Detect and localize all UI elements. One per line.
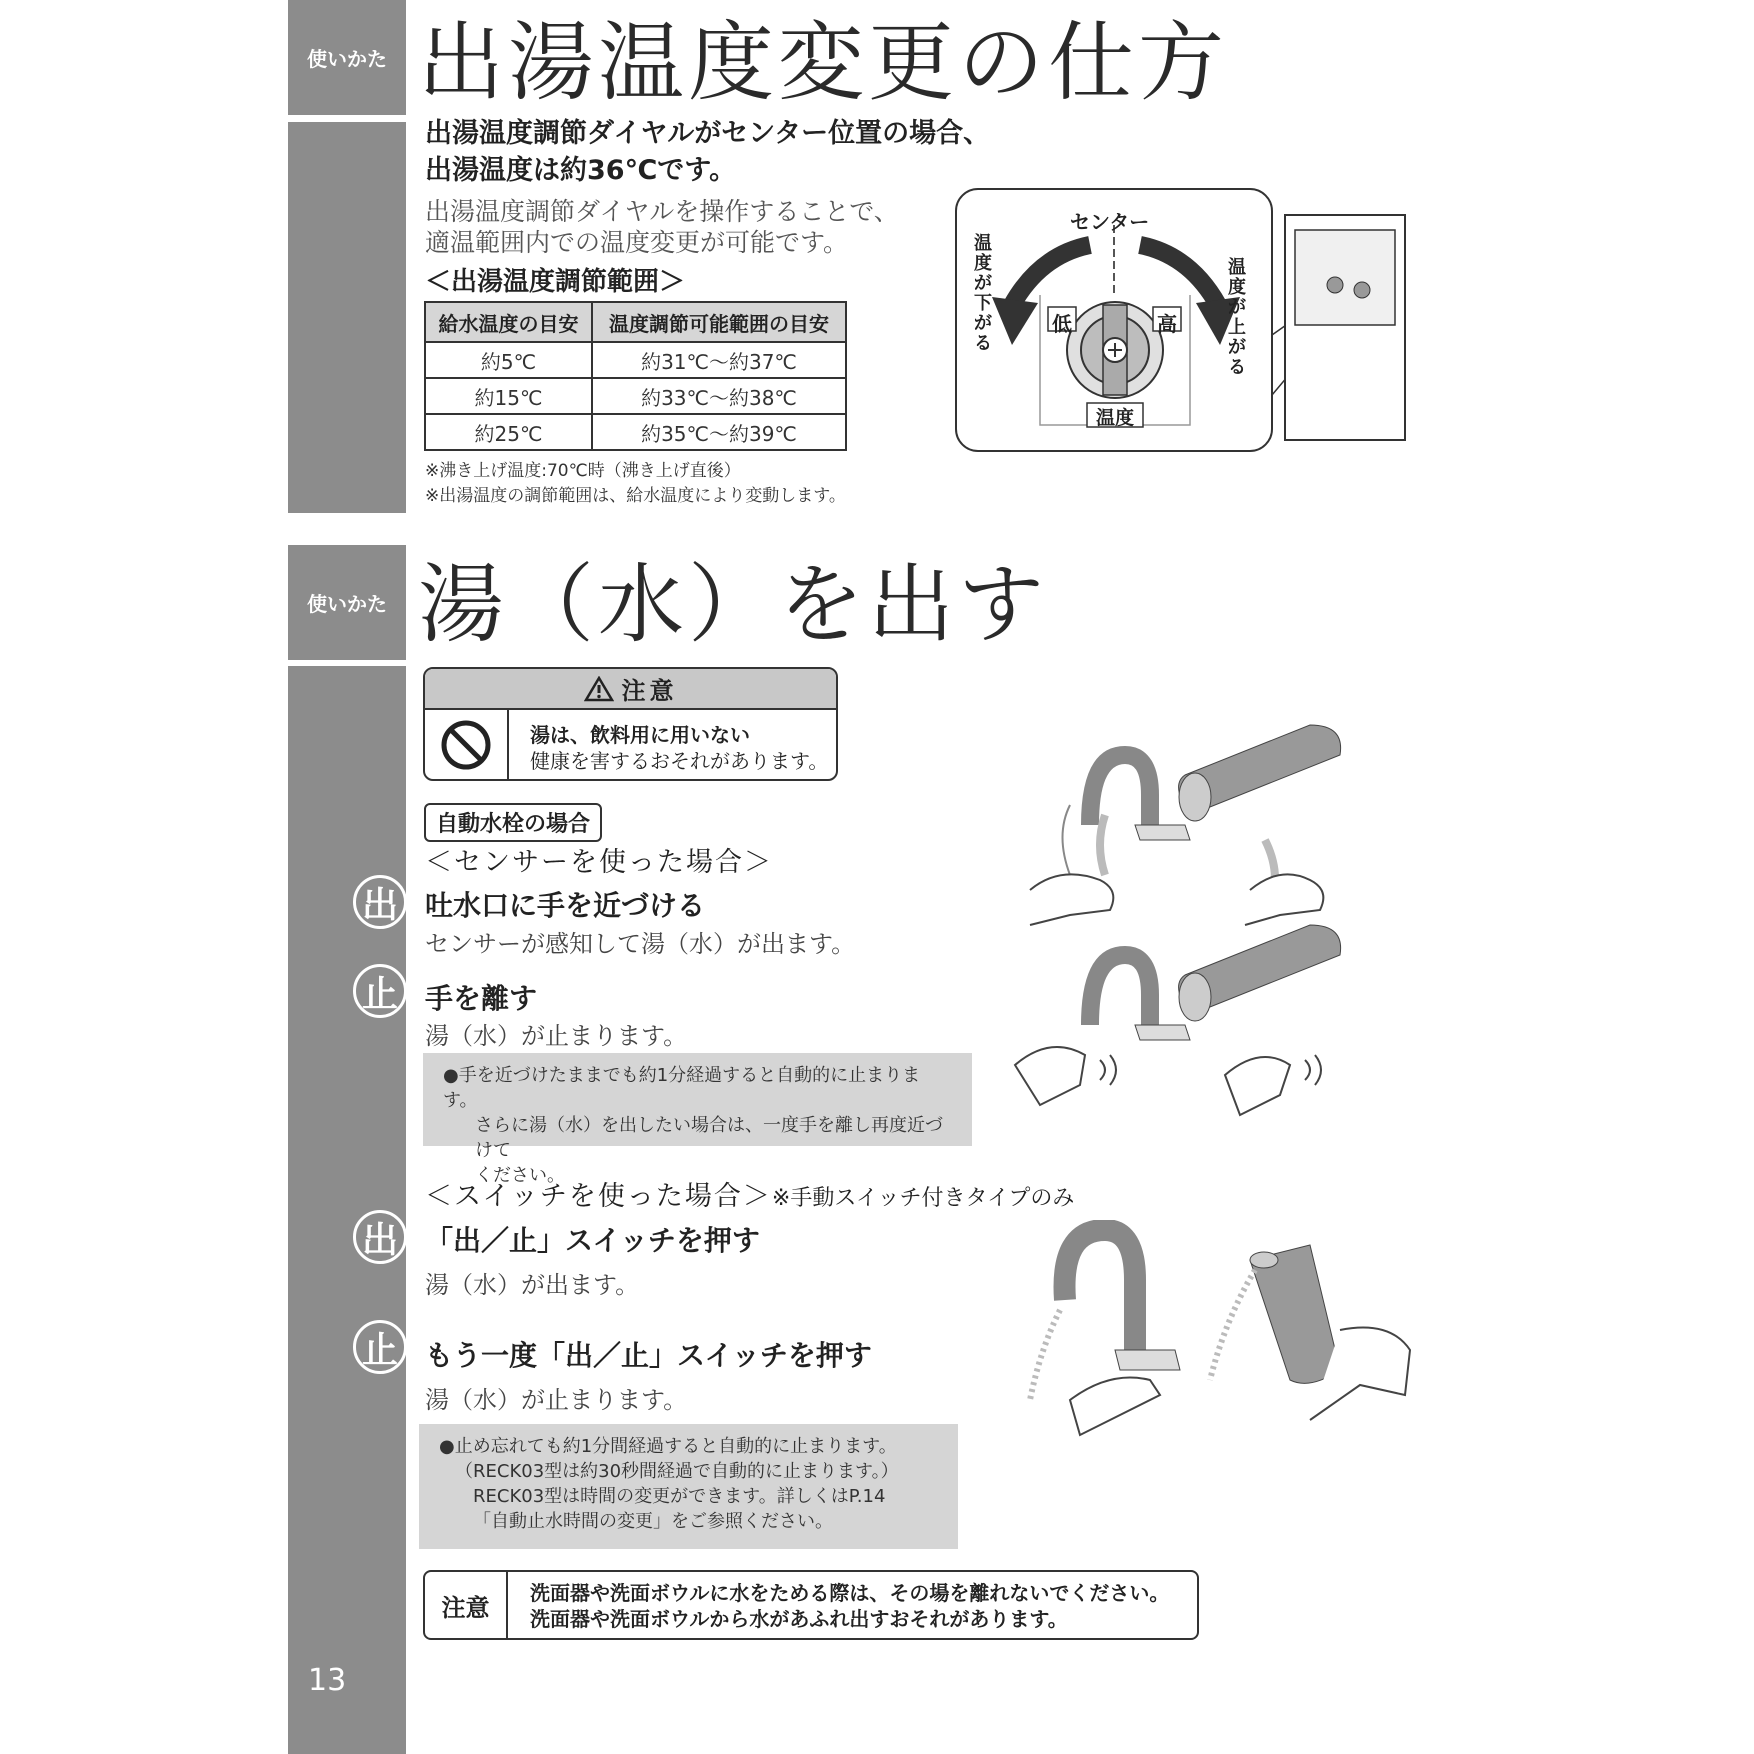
- sensor-stop-title: 手を離す: [425, 982, 538, 1015]
- caution-line-1: 湯は、飲料用に用いない: [530, 723, 750, 747]
- switch-note-line: ●止め忘れても約1分間経過すると自動的に止まります。: [439, 1436, 897, 1457]
- sensor-out-body: センサーが感知して湯（水）が出ます。: [425, 930, 856, 958]
- dial-name-label: 温度: [1095, 407, 1134, 429]
- out-step-icon: 出: [353, 875, 407, 929]
- table-cell: 約5℃: [425, 342, 592, 378]
- sensor-heading: ＜センサーを使った場合＞: [425, 847, 773, 878]
- switch-note-line: （RECK03型は約30秒間経過で自動的に止まります。）: [455, 1461, 899, 1482]
- out-step-icon: 出: [353, 1210, 407, 1264]
- switch-note-line: 「自動止水時間の変更」をご参照ください。: [473, 1511, 833, 1532]
- table-row: [425, 414, 846, 450]
- sensor-out-title: 吐水口に手を近づける: [425, 889, 706, 922]
- section-tag-2: 使いかた: [288, 545, 406, 660]
- range-heading: ＜出湯温度調節範囲＞: [425, 267, 686, 297]
- sensor-note-line: さらに湯（水）を出したい場合は、一度手を離し再度近づけて: [475, 1115, 943, 1161]
- sensor-stop-body: 湯（水）が止まります。: [425, 1022, 688, 1050]
- switch-stop-title: もう一度「出／止」スイッチを押す: [425, 1339, 872, 1372]
- sensor-faucet-illustrations: [1010, 715, 1420, 1165]
- stop-step-icon: 止: [353, 1320, 407, 1374]
- table-header: 給水温度の目安: [425, 302, 592, 342]
- notice-line-2: 洗面器や洗面ボウルから水があふれ出すおそれがあります。: [530, 1607, 1068, 1631]
- auto-faucet-label: 自動水栓の場合: [424, 803, 602, 842]
- caution-header: [425, 669, 836, 710]
- table-row: [425, 378, 846, 414]
- table-cell: 約15℃: [425, 378, 592, 414]
- switch-note: [419, 1424, 958, 1549]
- switch-stop-body: 湯（水）が止まります。: [425, 1386, 688, 1414]
- sensor-note-line: ●手を近づけたままでも約1分経過すると自動的に止まります。: [443, 1065, 921, 1111]
- switch-heading-note: ※手動スイッチ付きタイプのみ: [771, 1186, 1075, 1211]
- switch-heading-row: [425, 1174, 1074, 1213]
- section1-body-2: 適温範囲内での温度変更が可能です。: [425, 228, 849, 257]
- notice-text: [530, 1580, 1169, 1632]
- dial-center-label: センター: [1070, 210, 1150, 234]
- caution-line-2: 健康を害するおそれがあります。: [530, 749, 829, 773]
- table-cell: 約33℃～約38℃: [592, 378, 846, 414]
- caution-icon-cell: [425, 710, 509, 779]
- table-header: 温度調節可能範囲の目安: [592, 302, 846, 342]
- switch-out-title: 「出／止」スイッチを押す: [425, 1224, 760, 1257]
- switch-note-line: RECK03型は時間の変更ができます。詳しくはP.14: [473, 1486, 886, 1507]
- table-note-2: ※出湯温度の調節範囲は、給水温度により変動します。: [425, 486, 846, 506]
- stop-step-icon: 止: [353, 964, 407, 1018]
- table-row: [425, 342, 846, 378]
- sidebar-strip-top: [288, 122, 406, 513]
- switch-faucet-illustrations: [1010, 1220, 1420, 1440]
- section2-title: 湯（水）を出す: [418, 555, 1048, 655]
- dial-high-label: 高: [1157, 312, 1177, 336]
- page-number: 13: [308, 1663, 347, 1698]
- caution-text: [530, 722, 828, 774]
- section1-body-1: 出湯温度調節ダイヤルを操作することで、: [425, 197, 899, 226]
- table-cell: 約35℃～約39℃: [592, 414, 846, 450]
- sensor-note: [423, 1053, 972, 1186]
- table-note-1: ※沸き上げ温度:70℃時（沸き上げ直後）: [425, 461, 741, 481]
- notice-box: [423, 1570, 1199, 1640]
- switch-out-body: 湯（水）が出ます。: [425, 1271, 640, 1299]
- section1-title: 出湯温度変更の仕方: [418, 13, 1228, 113]
- dial-low-label: 低: [1052, 312, 1072, 336]
- switch-heading: ＜スイッチを使った場合＞: [425, 1181, 772, 1212]
- caution-header-text: 注意: [621, 677, 678, 705]
- table-cell: 約31℃～約37℃: [592, 342, 846, 378]
- warning-triangle-icon: [584, 676, 614, 702]
- section1-lead-1: 出湯温度調節ダイヤルがセンター位置の場合、: [425, 118, 991, 149]
- dial-right-label: 温度が上がる: [1228, 257, 1246, 378]
- temperature-range-table: [424, 301, 847, 451]
- sidebar-strip-bottom: [288, 666, 406, 1754]
- notice-line-1: 洗面器や洗面ボウルに水をためる際は、その場を離れないでください。: [530, 1581, 1170, 1605]
- prohibited-icon: [440, 719, 492, 771]
- sensor-note-line: ください。: [475, 1165, 565, 1186]
- caution-box: [423, 667, 838, 781]
- dial-left-label: 温度が下がる: [974, 233, 992, 354]
- table-cell: 約25℃: [425, 414, 592, 450]
- section1-lead-2: 出湯温度は約36℃です。: [425, 155, 737, 186]
- section-tag-1: 使いかた: [288, 0, 406, 115]
- notice-label: 注意: [425, 1572, 508, 1638]
